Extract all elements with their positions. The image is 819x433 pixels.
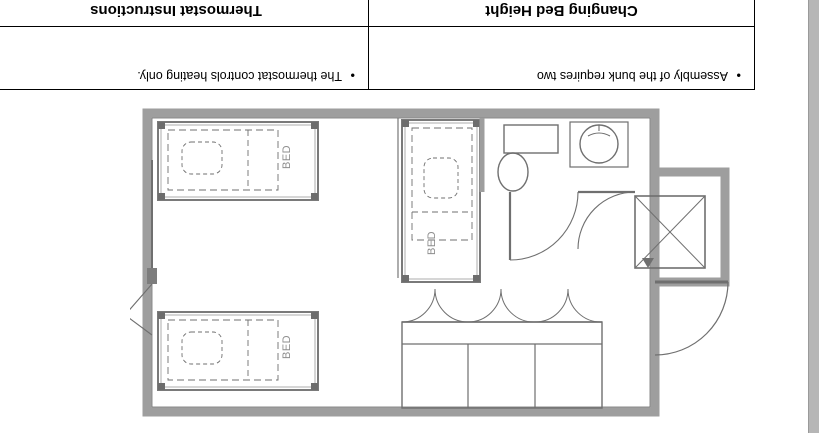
table-cell-thermostat-instructions <box>0 27 369 90</box>
table-body-row <box>0 27 755 90</box>
bed-middle <box>402 120 480 282</box>
bed-label-bottom-left: BED <box>281 334 293 359</box>
bed-label-top-left: BED <box>281 144 293 169</box>
bed-top-left <box>158 122 318 200</box>
right-edge-strip <box>808 0 819 433</box>
table-header-row <box>0 0 755 27</box>
table-cell-changing-bed-height <box>369 27 755 90</box>
floor-plan <box>130 100 750 425</box>
shower-cubicle <box>635 196 705 268</box>
info-table <box>0 0 755 90</box>
bed-bottom-left <box>158 312 318 390</box>
bullet-list-thermostat-instructions <box>0 68 364 83</box>
wardrobe <box>402 289 602 408</box>
info-table-container <box>0 0 755 90</box>
table-header-changing-bed-height: Changing Bed Height <box>369 0 755 27</box>
floor-plan-svg <box>130 100 750 425</box>
list-item: • The thermostat controls heating only. <box>0 68 342 83</box>
bathroom <box>482 118 628 192</box>
table-header-thermostat-instructions: Thermostat Instructions <box>0 0 369 27</box>
bullet-list-changing-bed-height <box>373 68 750 83</box>
list-item: • Assembly of the bunk requires two <box>373 68 728 83</box>
bed-label-middle: BED <box>426 230 438 255</box>
